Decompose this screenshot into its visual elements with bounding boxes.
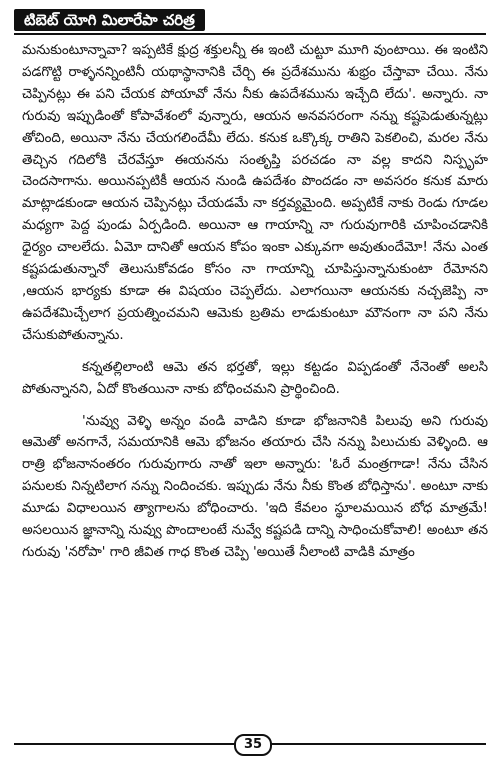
page-body bbox=[22, 40, 488, 564]
page-number: 35 bbox=[234, 734, 272, 756]
page-footer bbox=[14, 734, 486, 754]
paragraph-2: కన్నతల్లిలాంటి ఆమె తన భర్తతో, ఇల్లు కట్టడం విప్పడంతో నేనెంతో అలసి పోతున్నానని, ఏదో కొంతయినా నాకు బోధించమని ప్రార్థించింది. bbox=[22, 359, 488, 397]
paragraph-3: 'నువ్వు వెళ్ళి అన్నం వండి వాడిని కూడా భోజనానికి పిలువు అని గురువు ఆమెతో అనగానే, సమయానికి ఆమె భోజనం తయారు చేసి నన్ను పిలుచుకు వెళ్ళింది. ఆ రాత్రి భోజనానంతరం గురువుగారు నాతో ఇలా అన్నారు: 'ఓరే మంత్రగాడా! నేను చేసిన పనులకు నిన్నటిలాగ నన్ను నిందించకు. ఇప్పుడు నేను నీకు కొంత బోధిస్తాను'. అంటూ నాకు మూడు విధాలయిన త్యాగాలను బోధించారు. 'ఇది కేవలం స్థూలమయిన బోధ మాత్రమే! అసలయిన జ్ఞానాన్ని నువ్వు పొందాలంటే నువ్వే కష్టపడి దాన్ని సాధించుకోవాలి! అంటూ తన గురువు 'నరోపా' గారి జీవిత గాధ కొంత చెప్పి 'అయితే నీలాంటి వాడికి మాత్రం bbox=[22, 413, 488, 560]
paragraph-1: మనుకుంటూన్నావా? ఇప్పటికే క్షుద్ర శక్తులన్నీ ఈ ఇంటి చుట్టూ మూగి వుంటాయి. ఈ ఇంటిని పడగొట్టి రాళ్ళనన్నింటినీ యథాస్థానానికి చేర్చి ఈ ప్రదేశమును శుభ్రం చేస్తావా చేయి. నేను చెప్పినట్లు ఈ పని చేయక పోయావో నేను నీకు ఉపదేశమును ఇచ్చేది లేదు'. అన్నారు. నా గురువు ఇప్పుడింతో కోపావేశంలో వున్నారు, ఆయన అనవసరంగా నన్ను కష్టపెడుతున్నట్లు తోచింది, అయినా నేను చేయగలిందేమీ లేదు. కనుక ఒక్కొక్క రాతిని పెకలించి, మరల నేను తెచ్చిన గదిలోకి చేరవేస్తూ ఈయనను సంతృప్తి పరచడం నా వల్ల కాదని నిస్పృహ చెందసాగాను. అయినప్పటికీ ఆయన నుండి ఉపదేశం పొందడం నా అవసరం కనుక మారు మాట్లాడకుండా ఆయన చెప్పినట్లు చేయడమే నా కర్తవ్యమైంది. అప్పటికే నాకు రెండు గూడల మధ్యగా పెద్ద పుండు ఏర్పడింది. అయినా ఆ గాయాన్ని నా గురువుగారికి చూపించడానికి ధైర్యం చాలలేదు. ఏమో దానితో ఆయన కోపం ఇంకా ఎక్కువగా అవుతుందేమో! నేను ఎంత కష్టపడుతున్నానో తెలుసుకోవడం కోసం నా గాయాన్ని చూపిస్తున్నానుకుంటా రేమోనని ,ఆయన భార్యకు కూడా ఈ విషయం చెప్పలేదు. ఎలాగయినా ఆయనకు నచ్చజెప్పి నా ఉపదేశమిచ్చేలాగ ప్రయత్నించమని ఆమెకు బ్రతిమ లాడుకుంటూ మౌనంగా నా పని నేను చేసుకుపోతున్నాను. bbox=[22, 43, 488, 343]
book-title: టిబెట్ యోగి మిలారేపా చరిత్ర bbox=[14, 9, 205, 31]
page-header bbox=[14, 6, 486, 35]
